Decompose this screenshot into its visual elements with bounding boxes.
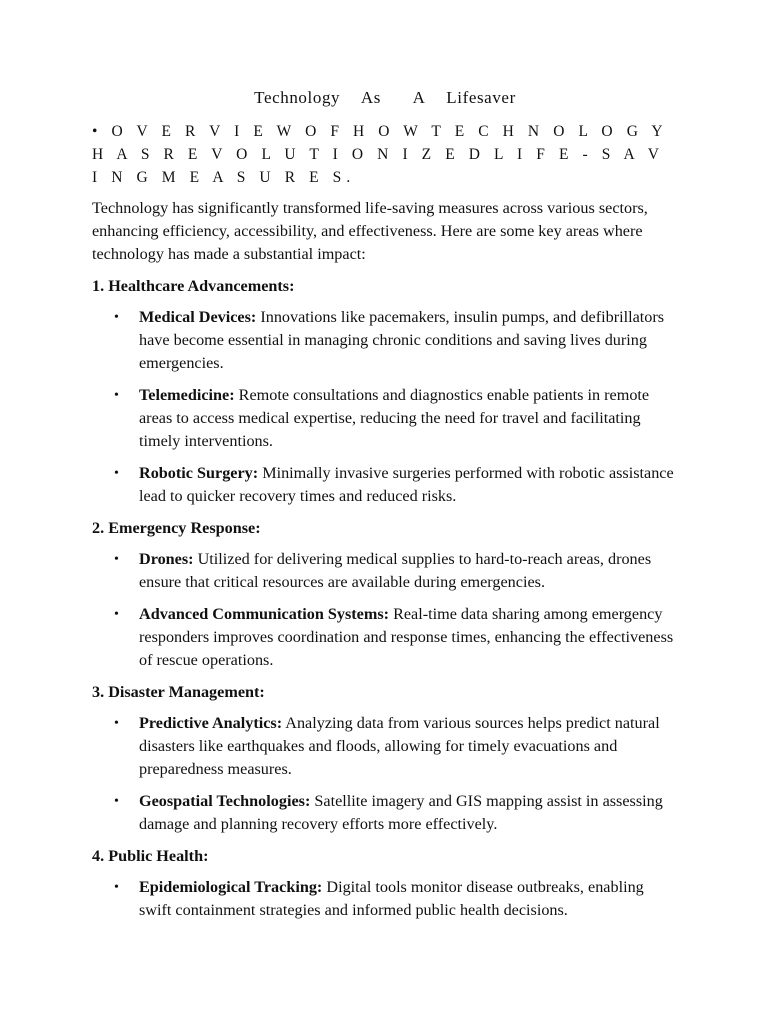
- section-list-disaster: [92, 712, 678, 836]
- item-text: Satellite imagery and GIS mapping assist in assessing damage and planning recovery efforts more effectively.: [139, 792, 663, 833]
- item-text: Real-time data sharing among emergency responders improves coordination and response times, enhancing the effectiveness of rescue operations.: [139, 605, 674, 669]
- item-term: Epidemiological Tracking:: [139, 878, 323, 896]
- item-term: Advanced Communication Systems:: [139, 605, 390, 623]
- item-term: Robotic Surgery:: [139, 464, 259, 482]
- item-text: Utilized for delivering medical supplies to hard-to-reach areas, drones ensure that critical resources are available during emergencies.: [139, 550, 652, 591]
- list-item: [92, 790, 678, 836]
- item-term: Geospatial Technologies:: [139, 792, 311, 810]
- list-item: [92, 384, 678, 453]
- section-heading-healthcare: 1. Healthcare Advancements:: [92, 277, 295, 295]
- list-item: [92, 876, 678, 922]
- list-item: [92, 548, 678, 594]
- section-heading-emergency: 2. Emergency Response:: [92, 519, 261, 537]
- item-text: Remote consultations and diagnostics enable patients in remote areas to access medical expertise, reducing the need for travel and facilitating timely interventions.: [139, 386, 650, 450]
- item-text: Innovations like pacemakers, insulin pumps, and defibrillators have become essential in managing chronic conditions and saving lives during emergencies.: [139, 308, 665, 372]
- bullet-icon: •: [114, 310, 119, 325]
- section-list-healthcare: [92, 306, 678, 508]
- section-heading-public-health: 4. Public Health:: [92, 847, 209, 865]
- list-item: [92, 462, 678, 508]
- item-text: Minimally invasive surgeries performed with robotic assistance lead to quicker recovery times and reduced risks.: [139, 464, 674, 505]
- bullet-icon: •: [114, 552, 119, 567]
- intro-paragraph: Technology has significantly transformed life-saving measures across various sectors, enhancing efficiency, accessibility, and effectiveness. Here are some key areas where technology has made a substantial impact:: [92, 199, 648, 263]
- item-text: Digital tools monitor disease outbreaks, enabling swift containment strategies and informed public health decisions.: [139, 878, 644, 919]
- section-list-public-health: [92, 876, 678, 922]
- item-term: Drones:: [139, 550, 194, 568]
- section-heading-disaster: 3. Disaster Management:: [92, 683, 265, 701]
- item-term: Predictive Analytics:: [139, 714, 283, 732]
- section-list-emergency: [92, 548, 678, 672]
- overview-heading: • O V E R V I E W O F H O W T E C H N O L O G Y H A S R E V O L U T I O N I Z E D L I F E - S A V I N G M E A S U R E S.: [92, 123, 668, 186]
- list-item: [92, 306, 678, 375]
- bullet-icon: •: [114, 607, 119, 622]
- list-item: [92, 603, 678, 672]
- document-title: Technology As A Lifesaver: [254, 88, 516, 107]
- bullet-icon: •: [114, 794, 119, 809]
- bullet-icon: •: [114, 466, 119, 481]
- bullet-icon: •: [114, 388, 119, 403]
- list-item: [92, 712, 678, 781]
- document-page: [92, 86, 678, 931]
- bullet-icon: •: [114, 880, 119, 895]
- item-term: Telemedicine:: [139, 386, 235, 404]
- item-term: Medical Devices:: [139, 308, 257, 326]
- item-text: Analyzing data from various sources helps predict natural disasters like earthquakes and floods, allowing for timely evacuations and preparedness measures.: [139, 714, 660, 778]
- bullet-icon: •: [114, 716, 119, 731]
